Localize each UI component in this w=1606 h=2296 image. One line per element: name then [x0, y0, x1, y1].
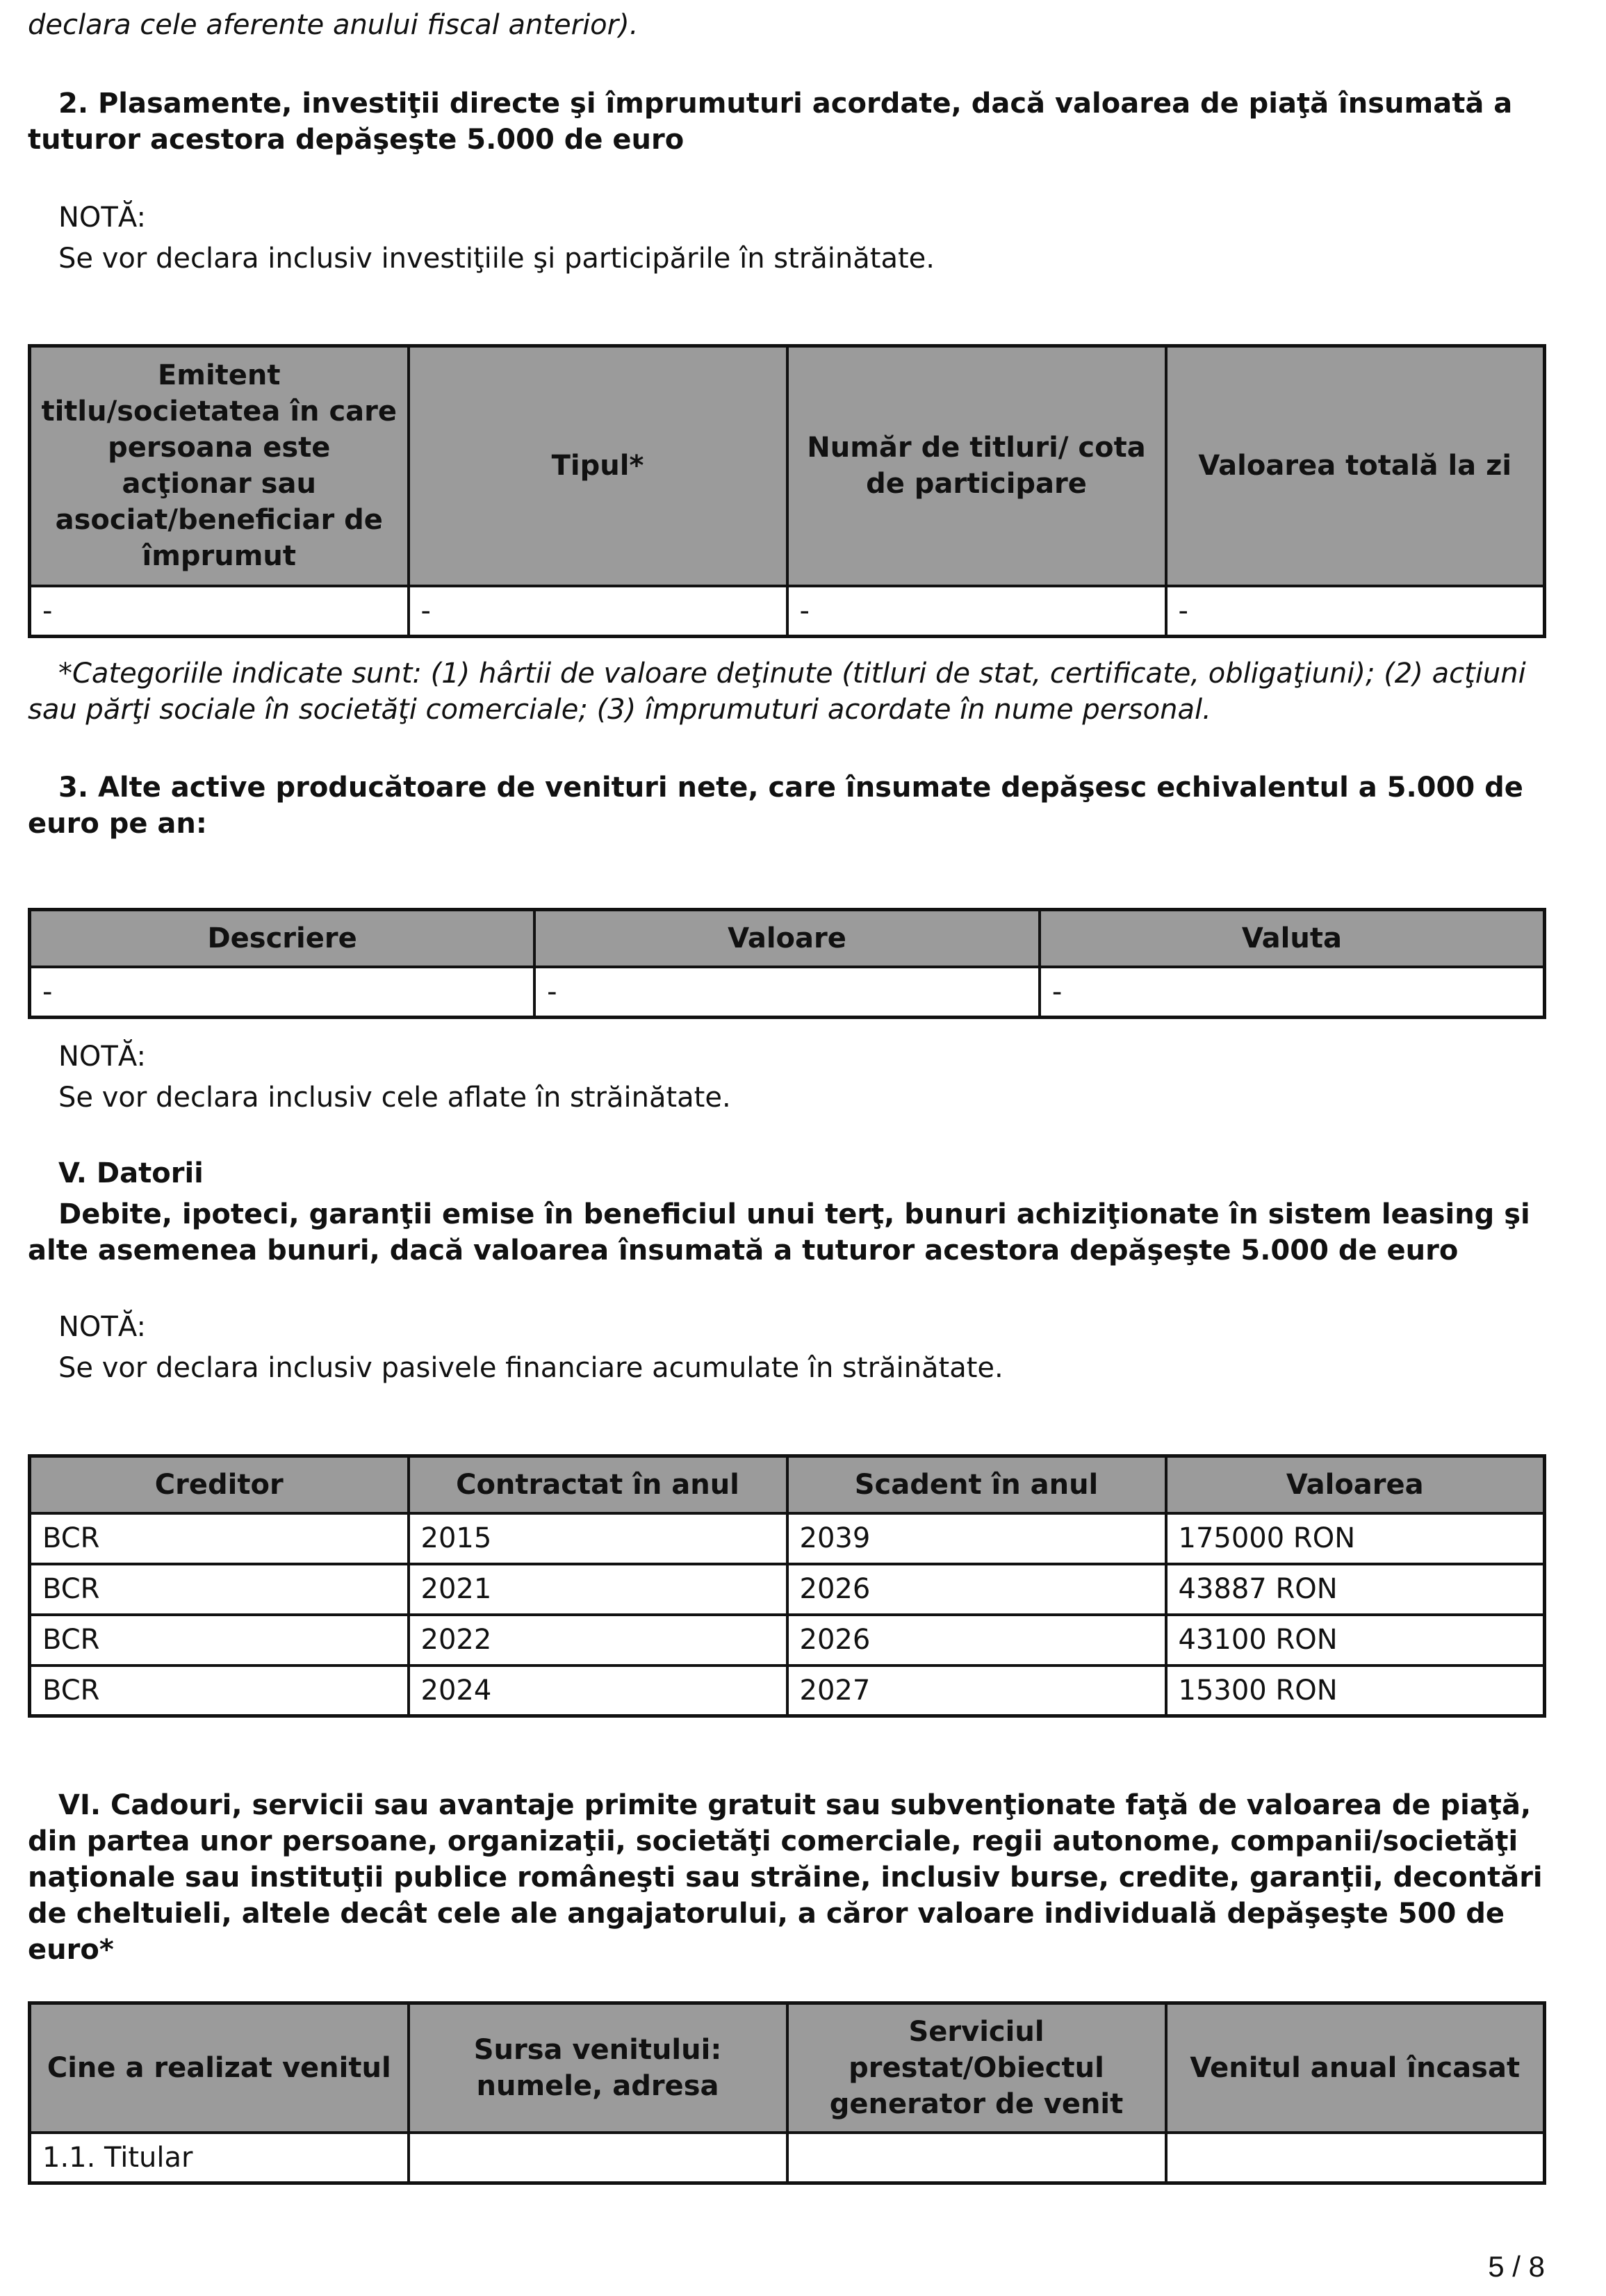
table-header-row: [30, 346, 1545, 586]
section-2-note-label: NOTĂ:: [58, 202, 146, 234]
section-2-note-text: Se vor declara inclusiv investiţiile şi participările în străinătate.: [58, 243, 935, 275]
table-header-row: [30, 910, 1545, 967]
column-header: Descriere: [30, 910, 535, 967]
table-header-row: [30, 1456, 1545, 1513]
section-5-note-text: Se vor declara inclusiv pasivele financiare acumulate în străinătate.: [58, 1352, 1003, 1384]
investments-table: [28, 344, 1546, 638]
table-row: [30, 1615, 1545, 1666]
column-header: Valoare: [534, 910, 1040, 967]
section-3-note-label: NOTĂ:: [58, 1041, 146, 1073]
column-header: Scadent în anul: [787, 1456, 1166, 1513]
table-row: [30, 967, 1545, 1018]
column-header: Serviciul prestat/Obiectul generator de venit: [787, 2003, 1166, 2133]
table-cell: -: [534, 967, 1040, 1018]
continued-text: declara cele aferente anului fiscal anterior).: [28, 9, 639, 41]
table-cell: 2015: [409, 1513, 787, 1564]
section-2-footnote: *Categoriile indicate sunt: (1) hârtii de valoare deţinute (titluri de stat, certificate, obligaţiuni); (2) acţiuni sau părţi sociale în societăţi comerciale; (3) împrumuturi acordate în nume personal.: [28, 658, 1526, 726]
table-cell: 2026: [787, 1615, 1166, 1666]
other-assets-table: [28, 908, 1546, 1019]
table-cell: 2024: [409, 1666, 787, 1716]
table-cell: [409, 2133, 787, 2183]
table-row: [30, 1564, 1545, 1615]
section-5-note-label: NOTĂ:: [58, 1311, 146, 1343]
table-row: [30, 1513, 1545, 1564]
table-cell: 2022: [409, 1615, 787, 1666]
section-3-note-text: Se vor declara inclusiv cele aflate în străinătate.: [58, 1082, 731, 1114]
column-header: Emitent titlu/societatea în care persoana este acţionar sau asociat/beneficiar de împrumut: [30, 346, 409, 586]
column-header: Valoarea: [1166, 1456, 1545, 1513]
table-cell: [787, 2133, 1166, 2183]
table-cell: BCR: [30, 1666, 409, 1716]
table-cell: -: [1040, 967, 1545, 1018]
table-cell: 43887 RON: [1166, 1564, 1545, 1615]
column-header: Valuta: [1040, 910, 1545, 967]
table-cell: 2027: [787, 1666, 1166, 1716]
section-3-title: 3. Alte active producătoare de venituri nete, care însumate depăşesc echivalentul a 5.000 de euro pe an:: [28, 772, 1523, 840]
section-6-title: VI. Cadouri, servicii sau avantaje primite gratuit sau subvenţionate faţă de valoarea de piaţă, din partea unor persoane, organizaţii, societăţi comerciale, regii autonome, companii/societăţi naţionale sau instituţii publice româneşti sau străine, inclusiv burse, credite, garanţii, decontări de cheltuieli, altele decât cele ale angajatorului, a căror valoare individuală depăşeşte 500 de euro*: [28, 1789, 1543, 1966]
table-cell: -: [1166, 586, 1545, 637]
table-cell: 175000 RON: [1166, 1513, 1545, 1564]
table-cell: 15300 RON: [1166, 1666, 1545, 1716]
table-cell: -: [787, 586, 1166, 637]
table-cell: -: [30, 586, 409, 637]
column-header: Contractat în anul: [409, 1456, 787, 1513]
table-cell: [1166, 2133, 1545, 2183]
table-cell: BCR: [30, 1564, 409, 1615]
table-cell: 43100 RON: [1166, 1615, 1545, 1666]
table-row: [30, 2133, 1545, 2183]
table-cell: BCR: [30, 1513, 409, 1564]
section-5-heading: V. Datorii: [58, 1157, 204, 1189]
section-2-title: 2. Plasamente, investiţii directe şi împrumuturi acordate, dacă valoarea de piaţă însumată a tuturor acestora depăşeşte 5.000 de euro: [28, 88, 1513, 156]
table-cell: 1.1. Titular: [30, 2133, 409, 2183]
column-header: Sursa venitului: numele, adresa: [409, 2003, 787, 2133]
column-header: Valoarea totală la zi: [1166, 346, 1545, 586]
table-cell: BCR: [30, 1615, 409, 1666]
column-header: Număr de titluri/ cota de participare: [787, 346, 1166, 586]
debts-table: [28, 1454, 1546, 1718]
column-header: Venitul anual încasat: [1166, 2003, 1545, 2133]
table-cell: -: [409, 586, 787, 637]
table-cell: 2026: [787, 1564, 1166, 1615]
gifts-table: [28, 2001, 1546, 2185]
table-row: [30, 586, 1545, 637]
column-header: Tipul*: [409, 346, 787, 586]
section-5-title: Debite, ipoteci, garanţii emise în beneficiul unui terţ, bunuri achiziţionate în sistem leasing şi alte asemenea bunuri, dacă valoarea însumată a tuturor acestora depăşeşte 5.000 de euro: [28, 1198, 1530, 1267]
table-row: [30, 1666, 1545, 1716]
table-cell: -: [30, 967, 535, 1018]
table-cell: 2039: [787, 1513, 1166, 1564]
column-header: Cine a realizat venitul: [30, 2003, 409, 2133]
page-number: 5 / 8: [1488, 2250, 1545, 2283]
column-header: Creditor: [30, 1456, 409, 1513]
table-cell: 2021: [409, 1564, 787, 1615]
table-header-row: [30, 2003, 1545, 2133]
